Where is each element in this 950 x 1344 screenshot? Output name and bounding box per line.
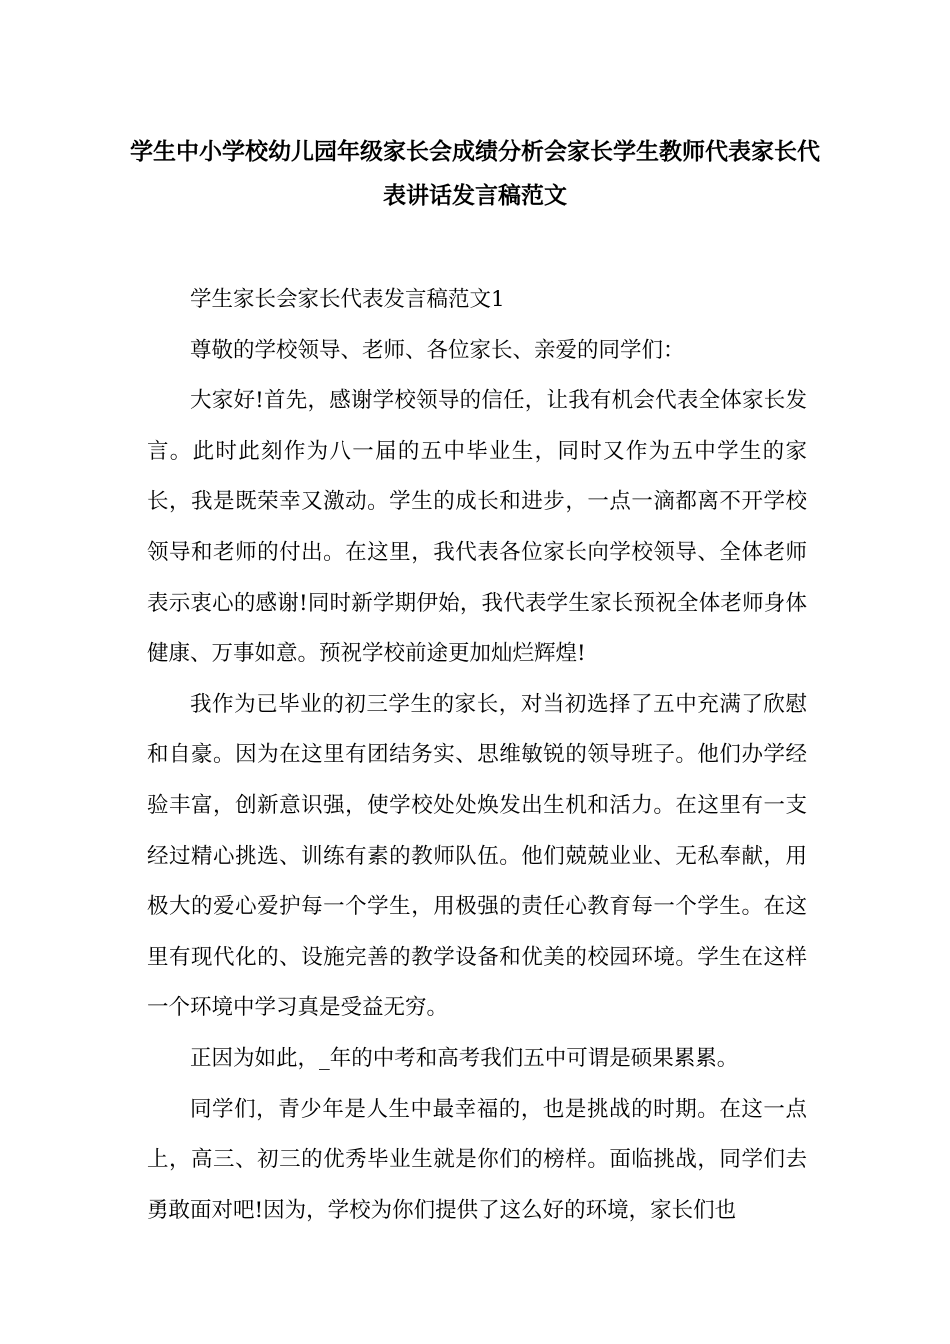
paragraph-3: 正因为如此，_年的中考和高考我们五中可谓是硕果累累。	[190, 1045, 739, 1071]
paragraph-1: 大家好!首先，感谢学校领导的信任，让我有机会代表全体家长发言。此时此刻作为八一届的五中毕业生，同时又作为五中学生的家长，我是既荣幸又激动。学生的成长和进步，一点一滴都离不开学校领导和老师的付出。在这里，我代表各位家长向学校领导、全体老师表示衷心的感谢!同时新学期伊始，我代表学生家长预祝全体老师身体健康、万事如意。预祝学校前途更加灿烂辉煌!	[147, 388, 807, 667]
document-body	[147, 275, 807, 1236]
salutation: 尊敬的学校领导、老师、各位家长、亲爱的同学们：	[190, 337, 685, 363]
document-title: 学生中小学校幼儿园年级家长会成绩分析会家长学生教师代表家长代表讲话发言稿范文	[130, 139, 820, 209]
paragraph-4: 同学们，青少年是人生中最幸福的，也是挑战的时期。在这一点上，高三、初三的优秀毕业生就是你们的榜样。面临挑战，同学们去勇敢面对吧!因为，学校为你们提供了这么好的环境，家长们也	[147, 1096, 807, 1223]
paragraph-2: 我作为已毕业的初三学生的家长，对当初选择了五中充满了欣慰和自豪。因为在这里有团结务实、思维敏锐的领导班子。他们办学经验丰富，创新意识强，使学校处处焕发出生机和活力。在这里有一支经过精心挑选、训练有素的教师队伍。他们兢兢业业、无私奉献，用极大的爱心爱护每一个学生，用极强的责任心教育每一个学生。在这里有现代化的、设施完善的教学设备和优美的校园环境。学生在这样一个环境中学习真是受益无穷。	[147, 691, 807, 1021]
section-heading: 学生家长会家长代表发言稿范文1	[190, 287, 505, 312]
